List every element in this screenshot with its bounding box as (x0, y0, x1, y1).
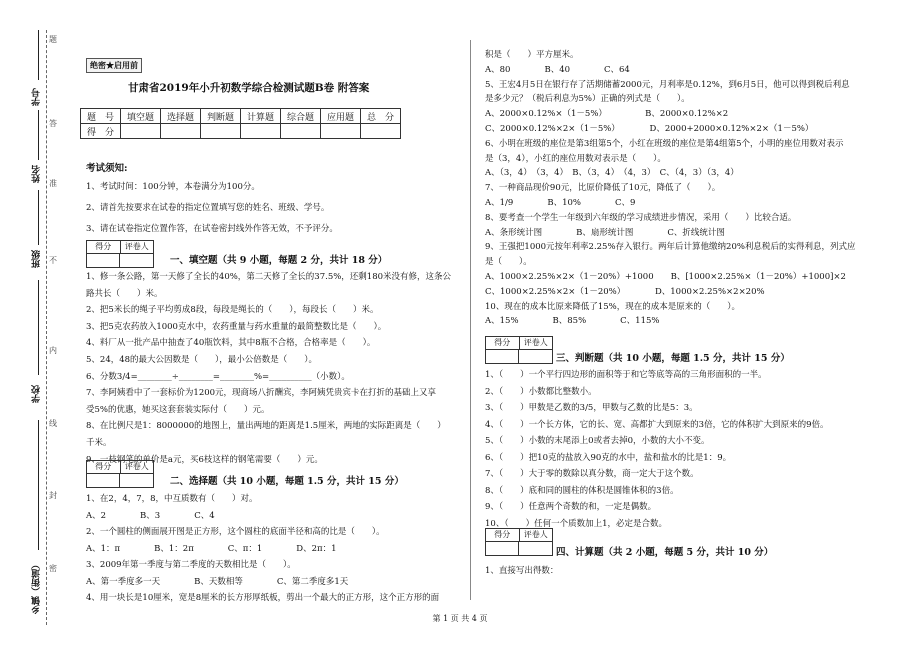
score-table-score-row (81, 124, 401, 139)
grader-box-label: 评卷人 (523, 338, 548, 347)
question-line: 2、（ ）小数都比整数小。 (485, 386, 597, 397)
question-line: 5、（ ）小数的末尾添上0或者去掉0，小数的大小不变。 (485, 436, 710, 446)
question-line: A、15% B、85% C、115% (485, 316, 660, 327)
question-line: 4、料厂从一批产品中抽查了40瓶饮料，其中8瓶不合格，合格率是（ ）。 (86, 338, 376, 349)
question-line: 4、用一块长是10厘米，宽是8厘米的长方形厚纸板，剪出一个最大的正方形，这个正方形的面 (86, 593, 440, 603)
notice-title: 考试须知: (86, 163, 128, 174)
question-line: 5、王宏4月5日在银行存了活期储蓄2000元，月利率是0.12%，到6月5日，他可以得到税后利息 (485, 79, 850, 90)
question-line: 1、修一条公路，第一天修了全长的40%，第二天修了全长的37.5%，还剩180米没有修，这条公 (86, 272, 452, 282)
score-table-cell: 综合题 (281, 109, 321, 124)
grader-box-label: 得分 (486, 337, 520, 349)
binding-char: 题 (49, 35, 57, 44)
binding-label-class: 班级 (32, 250, 42, 268)
question-line: C、2000×0.12%×2×（1－5%） D、2000+2000×0.12%×2×（1－5%） (485, 124, 814, 134)
section-calc-title: 四、计算题（共 2 小题，每题 5 分，共计 10 分） (556, 547, 774, 558)
question-line: 1、在2，4，7，8，中互质数有（ ）对。 (86, 494, 258, 504)
column-divider (470, 40, 471, 600)
notice-item: 3、请在试卷指定位置作答，在试卷密封线外作答无效，不予评分。 (86, 224, 338, 234)
notice-item: 2、请首先按要求在试卷的指定位置填写您的姓名、班级、学号。 (86, 203, 330, 213)
binding-char: 内 (49, 346, 57, 355)
fill-line (38, 30, 39, 80)
question-line: 9、一枝钢笔的单价是a元，买6枝这样的钢笔需要（ ）元。 (86, 454, 323, 465)
question-line: 10、现在的成本比原来降低了15%，现在的成本是原来的（ ）。 (485, 301, 740, 312)
question-line: 1、直接写出得数： (485, 566, 559, 576)
question-line: 8、（ ）底和同的圆柱的体积是圆锥体积的3倍。 (485, 485, 679, 496)
score-input-cell[interactable] (361, 124, 401, 139)
question-line: 积是（ ）平方厘米。 (485, 50, 579, 60)
question-line: 7、李阿姨看中了一套标价为1200元，现商场八折酬宾，李阿姨凭贵宾卡在打折的基础上又享 (86, 388, 437, 399)
question-line: 10、（ ）任何一个质数加上1，必定是合数。 (485, 518, 667, 529)
score-table-header-row (81, 109, 401, 124)
binding-label-name: 姓名 (32, 165, 42, 183)
grader-box-label: 得分 (87, 241, 121, 253)
question-line: A、2 B、3 C、4 (86, 510, 215, 521)
question-line: 3、把5克农药放入1000克水中，农药重量与药水重量的最简整数比是（ ）。 (86, 321, 387, 332)
section-judge-title: 三、判断题（共 10 小题，每题 1.5 分，共计 15 分） (556, 353, 790, 364)
grader-box (485, 336, 553, 364)
score-input-cell[interactable] (121, 124, 161, 139)
question-line: 7、（ ）大于零的数除以真分数，商一定大于这个数。 (485, 469, 699, 479)
question-line: 受5%的优惠，她买这套套装实际付（ ）元。 (86, 404, 270, 415)
question-line: 1、（ ）一个平行四边形的面积等于和它等底等高的三角形面积的一半。 (485, 370, 767, 380)
section-fill-blank-title: 一、填空题（共 9 小题，每题 2 分，共计 18 分） (170, 255, 388, 266)
binding-char: 答 (49, 119, 57, 128)
binding-char: 封 (49, 491, 57, 500)
grader-box-label: 得分 (486, 529, 520, 541)
question-line: 是（3，4），小红的座位用数对表示是（ ）。 (485, 153, 666, 164)
binding-line (46, 30, 47, 625)
question-line: A、（3，4） （3，4） B、（3，4） （4，3） C、（4，3）（3，4） (485, 168, 739, 179)
binding-label-student-id: 学号 (32, 88, 42, 106)
grader-box (86, 460, 154, 488)
question-line: A、1：π B、1：2π C、π：1 D、2π：1 (86, 543, 337, 554)
grader-box-label: 评卷人 (124, 242, 149, 251)
page-title: 甘肃省2019年小升初数学综合检测试题B卷 附答案 (128, 82, 370, 94)
score-table-cell: 判断题 (201, 109, 241, 124)
notice-item: 1、考试时间：100分钟，本卷满分为100分。 (86, 182, 260, 192)
question-line: 4、（ ）一个长方体，它的长、宽、高都扩大到原来的3倍，它的体积扩大到原来的9倍。 (485, 419, 829, 430)
question-line: 是（ ）。 (485, 257, 532, 268)
question-line: C、1000×2.25%×2×（1－20%） D、1000×2.25%×2×20% (485, 286, 765, 297)
binding-label-township: 乡镇（街道） (32, 560, 42, 614)
binding-char: 准 (49, 179, 57, 188)
question-line: 6、（ ）把10克的盐放入90克的水中，盐和盐水的比是1：9。 (485, 452, 732, 463)
grader-box-label: 评卷人 (523, 530, 548, 539)
question-line: A、1/9 B、10% C、9 (485, 198, 636, 208)
question-line: 2、把5米长的绳子平均剪成8段，每段是绳长的（ ），每段长（ ）米。 (86, 305, 379, 316)
grader-box-label: 评卷人 (124, 462, 149, 471)
score-table-cell: 计算题 (241, 109, 281, 124)
score-input-cell[interactable] (281, 124, 321, 139)
question-line: 3、（ ）甲数是乙数的3/5，甲数与乙数的比是5：3。 (485, 403, 698, 413)
score-table-cell: 题 号 (81, 109, 121, 124)
fill-line (38, 190, 39, 245)
question-line: A、2000×0.12%×（1－5%） B、2000×0.12%×2 (485, 109, 729, 120)
score-input-cell[interactable] (201, 124, 241, 139)
binding-char: 线 (49, 419, 57, 428)
confidential-tag: 绝密★启用前 (86, 58, 142, 73)
binding-char: 不 (49, 256, 57, 265)
fill-line (38, 420, 39, 550)
score-table (80, 108, 401, 139)
question-line: 千米。 (86, 438, 112, 448)
grader-box (485, 528, 553, 556)
fill-line (38, 280, 39, 375)
question-line: 6、小明在班级的座位是第3组第5个，小红在班级的座位是第4组第5个，小明的座位用数对表示 (485, 138, 844, 149)
score-table-cell: 填空题 (121, 109, 161, 124)
question-line: 2、一个圆柱的侧面展开图是正方形，这个圆柱的底面半径和高的比是（ ）。 (86, 527, 385, 537)
fill-line (38, 110, 39, 160)
score-input-cell[interactable] (241, 124, 281, 139)
score-input-cell[interactable] (161, 124, 201, 139)
binding-label-school: 学校 (32, 385, 42, 403)
page-footer: 第 1 页 共 4 页 (432, 614, 488, 623)
question-line: 6、分数3/4=________÷________=________%=__________（小数）。 (86, 371, 350, 382)
question-line: A、条形统计图 B、扇形统计图 C、折线统计图 (485, 227, 725, 238)
question-line: 路共长（ ）米。 (86, 288, 163, 299)
question-line: 9、（ ）任意两个奇数的和，一定是偶数。 (485, 502, 657, 512)
section-choice-title: 二、选择题（共 10 小题，每题 1.5 分，共计 15 分） (170, 476, 404, 487)
score-input-cell[interactable] (321, 124, 361, 139)
question-line: A、1000×2.25%×2×（1－20%）+1000 B、[1000×2.25%×（1－20%）+1000]×2 (485, 272, 846, 282)
score-table-cell: 总 分 (361, 109, 401, 124)
question-line: A、80 B、40 C、64 (485, 64, 630, 75)
question-line: 9、王强把1000元按年利率2.25%存入银行。两年后计算他缴纳20%利息税后的实得利息，列式应 (485, 242, 856, 253)
question-line: 3、2009年第一季度与第二季度的天数相比是（ ）。 (86, 560, 296, 570)
binding-char: 密 (49, 564, 57, 573)
question-line: 是多少元？（税后利息为5%）正确的列式是（ ）。 (485, 94, 690, 105)
question-line: 7、一种商品现价90元，比原价降低了10元，降低了（ ）。 (485, 183, 721, 194)
question-line: 5、24，48的最大公因数是（ ），最小公倍数是（ ）。 (86, 355, 318, 365)
question-line: A、第一季度多一天 B、天数相等 C、第二季度多1天 (86, 576, 349, 587)
score-table-cell: 得 分 (81, 124, 121, 139)
grader-box-label: 得分 (87, 461, 121, 473)
score-table-cell: 应用题 (321, 109, 361, 124)
grader-box (86, 240, 154, 268)
score-table-cell: 选择题 (161, 109, 201, 124)
question-line: 8、要考查一个学生一年级到六年级的学习成绩进步情况，采用（ ）比较合适。 (485, 212, 797, 223)
question-line: 8、在比例尺是1：8000000的地图上，量出两地的距离是1.5厘米，两地的实际距离是（ ） (86, 421, 446, 432)
